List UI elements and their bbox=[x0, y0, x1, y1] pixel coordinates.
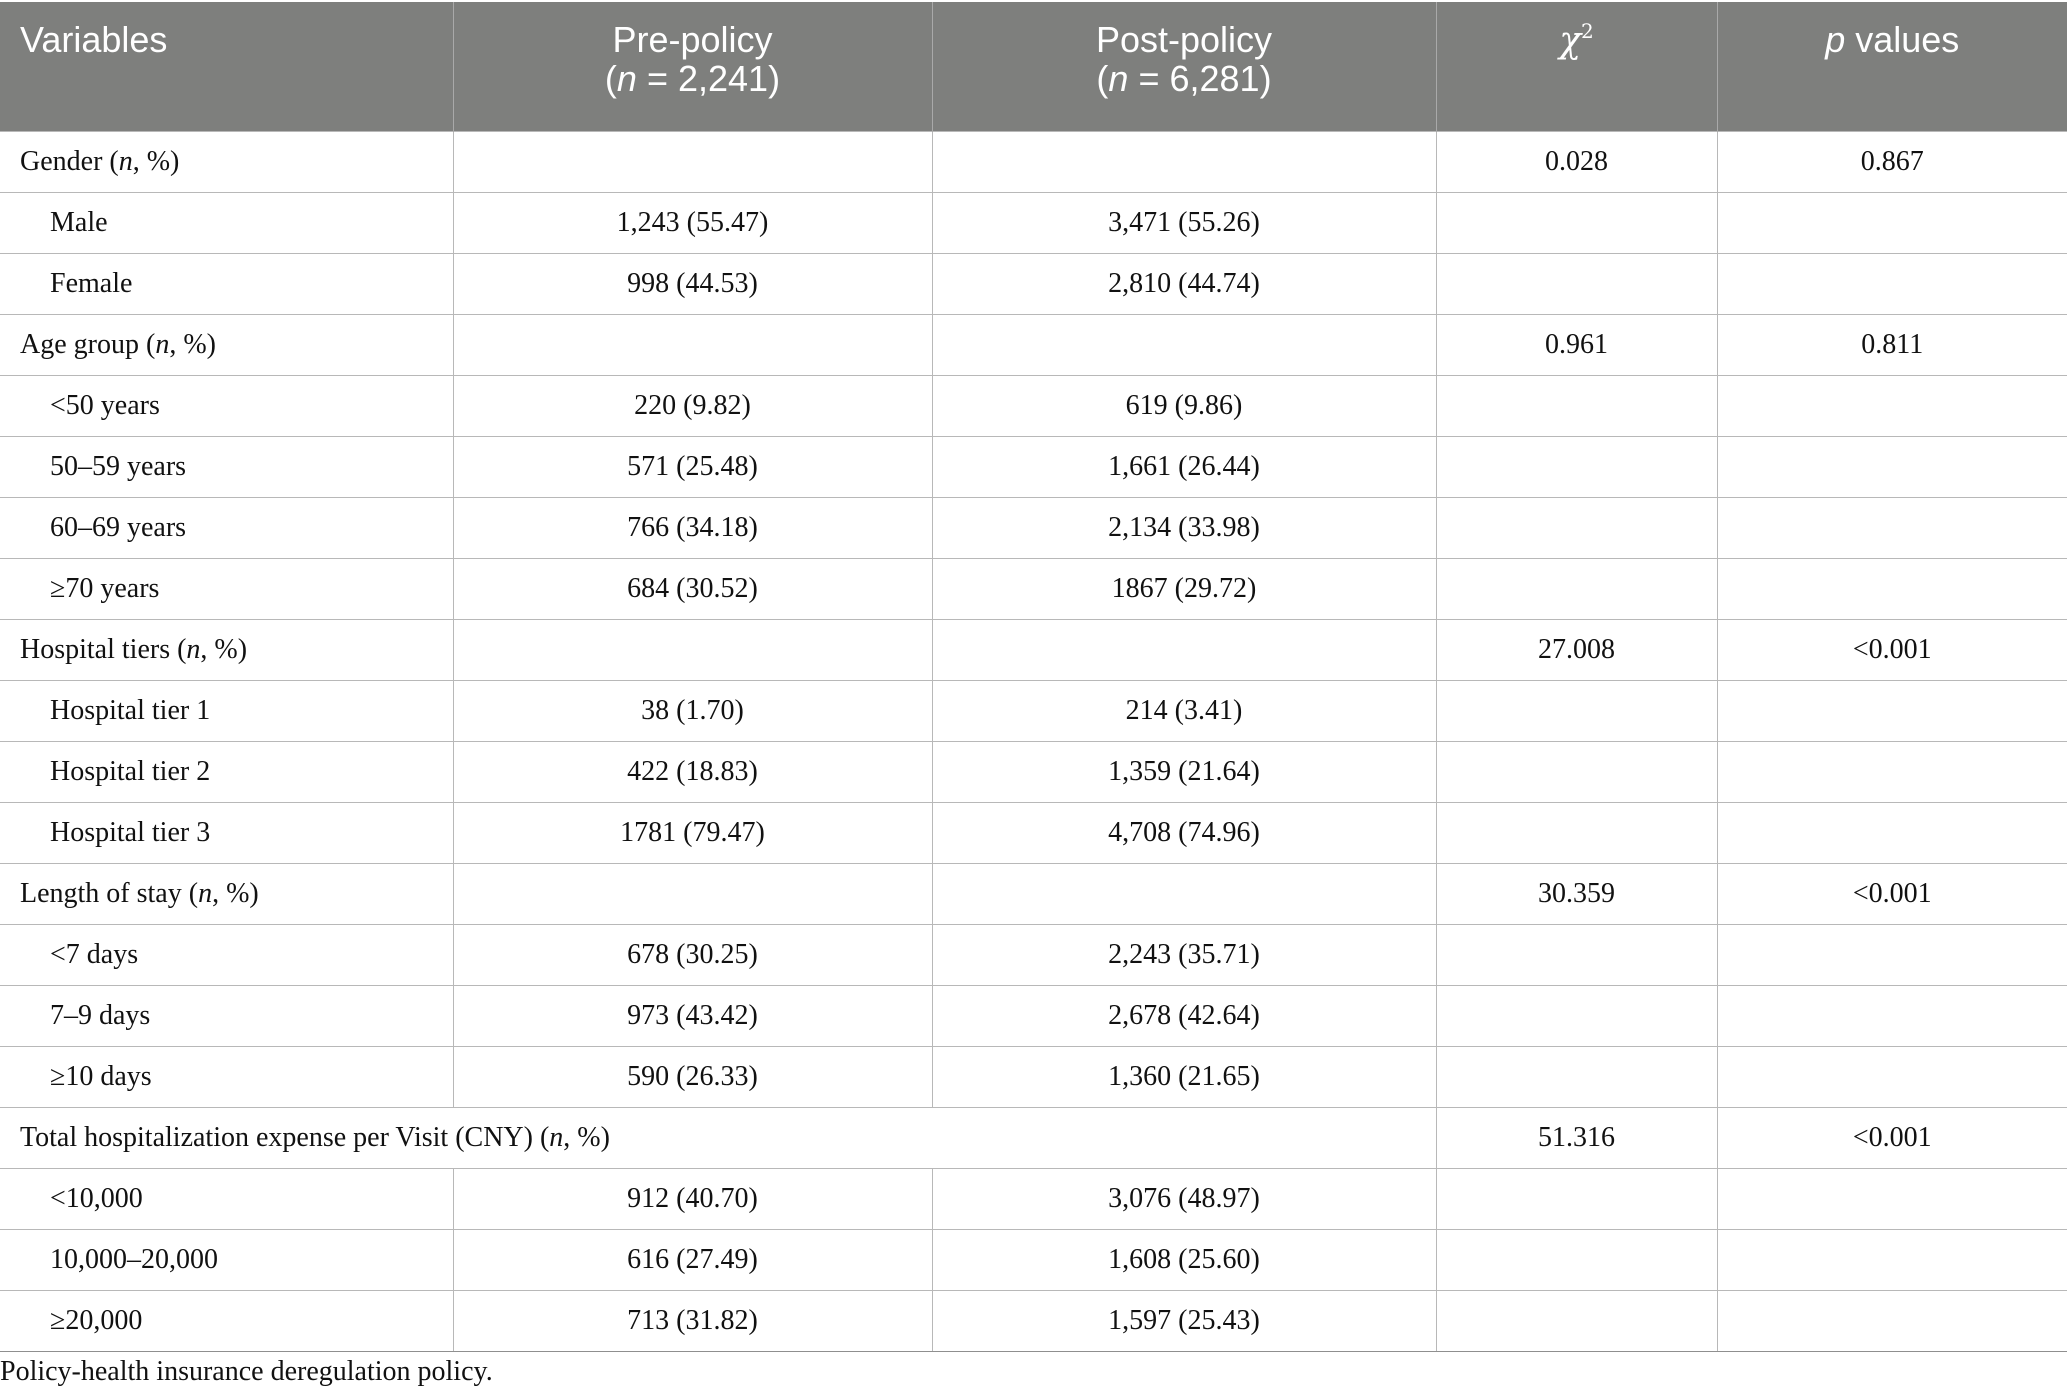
table-row bbox=[0, 742, 2067, 803]
row-label: Gender (n, %) bbox=[0, 132, 453, 193]
cell-pre-policy: 713 (31.82) bbox=[453, 1291, 932, 1352]
cell-p-value: <0.001 bbox=[1717, 1108, 2067, 1169]
cell-post-policy: 214 (3.41) bbox=[932, 681, 1436, 742]
cell-p-value bbox=[1717, 437, 2067, 498]
cell-p-value: <0.001 bbox=[1717, 620, 2067, 681]
cell-pre-policy bbox=[453, 132, 932, 193]
cell-chi-square bbox=[1436, 1291, 1717, 1352]
cell-post-policy bbox=[932, 620, 1436, 681]
table-row bbox=[0, 925, 2067, 986]
cell-pre-policy: 678 (30.25) bbox=[453, 925, 932, 986]
cell-chi-square bbox=[1436, 803, 1717, 864]
cell-post-policy: 2,134 (33.98) bbox=[932, 498, 1436, 559]
cell-chi-square bbox=[1436, 681, 1717, 742]
cell-post-policy: 2,810 (44.74) bbox=[932, 254, 1436, 315]
cell-chi-square: 0.961 bbox=[1436, 315, 1717, 376]
table-row bbox=[0, 864, 2067, 925]
table-row bbox=[0, 559, 2067, 620]
cell-post-policy: 1,360 (21.65) bbox=[932, 1047, 1436, 1108]
cell-post-policy: 1867 (29.72) bbox=[932, 559, 1436, 620]
cell-chi-square: 51.316 bbox=[1436, 1108, 1717, 1169]
cell-pre-policy bbox=[453, 864, 932, 925]
row-label: Hospital tier 3 bbox=[0, 803, 453, 864]
cell-chi-square bbox=[1436, 437, 1717, 498]
table-row bbox=[0, 376, 2067, 437]
row-label: Total hospitalization expense per Visit (CNY) (n, %) bbox=[0, 1108, 1436, 1169]
cell-chi-square bbox=[1436, 742, 1717, 803]
cell-p-value bbox=[1717, 1047, 2067, 1108]
cell-post-policy: 4,708 (74.96) bbox=[932, 803, 1436, 864]
row-label: Length of stay (n, %) bbox=[0, 864, 453, 925]
cell-pre-policy: 571 (25.48) bbox=[453, 437, 932, 498]
cell-post-policy: 3,471 (55.26) bbox=[932, 193, 1436, 254]
cell-p-value bbox=[1717, 1230, 2067, 1291]
cell-chi-square: 30.359 bbox=[1436, 864, 1717, 925]
cell-chi-square bbox=[1436, 1047, 1717, 1108]
cell-chi-square bbox=[1436, 498, 1717, 559]
cell-post-policy: 1,608 (25.60) bbox=[932, 1230, 1436, 1291]
cell-post-policy bbox=[932, 864, 1436, 925]
cell-post-policy: 1,661 (26.44) bbox=[932, 437, 1436, 498]
cell-pre-policy bbox=[453, 620, 932, 681]
row-label: ≥20,000 bbox=[0, 1291, 453, 1352]
cell-post-policy: 1,597 (25.43) bbox=[932, 1291, 1436, 1352]
cell-p-value bbox=[1717, 1291, 2067, 1352]
cell-chi-square bbox=[1436, 1169, 1717, 1230]
cell-p-value bbox=[1717, 742, 2067, 803]
table-body bbox=[0, 132, 2067, 1352]
cell-post-policy: 2,243 (35.71) bbox=[932, 925, 1436, 986]
cell-pre-policy: 998 (44.53) bbox=[453, 254, 932, 315]
cell-p-value bbox=[1717, 559, 2067, 620]
row-label: Hospital tier 2 bbox=[0, 742, 453, 803]
table-row bbox=[0, 193, 2067, 254]
table-row bbox=[0, 1230, 2067, 1291]
row-label: Male bbox=[0, 193, 453, 254]
cell-post-policy: 1,359 (21.64) bbox=[932, 742, 1436, 803]
cell-p-value bbox=[1717, 376, 2067, 437]
table-row bbox=[0, 1108, 2067, 1169]
demographics-table bbox=[0, 2, 2067, 1352]
cell-pre-policy: 1781 (79.47) bbox=[453, 803, 932, 864]
cell-post-policy bbox=[932, 315, 1436, 376]
table-row bbox=[0, 1169, 2067, 1230]
table-row bbox=[0, 315, 2067, 376]
row-label: Hospital tier 1 bbox=[0, 681, 453, 742]
cell-p-value bbox=[1717, 925, 2067, 986]
cell-chi-square bbox=[1436, 376, 1717, 437]
cell-post-policy: 619 (9.86) bbox=[932, 376, 1436, 437]
header-variables: Variables bbox=[0, 2, 453, 132]
table-row bbox=[0, 498, 2067, 559]
cell-pre-policy: 590 (26.33) bbox=[453, 1047, 932, 1108]
table-row bbox=[0, 437, 2067, 498]
cell-post-policy bbox=[932, 132, 1436, 193]
row-label: ≥70 years bbox=[0, 559, 453, 620]
table-row bbox=[0, 681, 2067, 742]
cell-p-value: 0.867 bbox=[1717, 132, 2067, 193]
cell-pre-policy: 616 (27.49) bbox=[453, 1230, 932, 1291]
cell-p-value bbox=[1717, 681, 2067, 742]
cell-pre-policy: 766 (34.18) bbox=[453, 498, 932, 559]
demographics-table-container bbox=[0, 2, 2067, 1352]
cell-p-value bbox=[1717, 803, 2067, 864]
cell-p-value bbox=[1717, 1169, 2067, 1230]
cell-p-value: <0.001 bbox=[1717, 864, 2067, 925]
cell-chi-square: 27.008 bbox=[1436, 620, 1717, 681]
cell-pre-policy: 1,243 (55.47) bbox=[453, 193, 932, 254]
row-label: ≥10 days bbox=[0, 1047, 453, 1108]
cell-chi-square bbox=[1436, 254, 1717, 315]
table-header bbox=[0, 2, 2067, 132]
cell-chi-square bbox=[1436, 986, 1717, 1047]
header-chi-square: $\chi^2$ bbox=[1436, 2, 1717, 132]
cell-p-value bbox=[1717, 498, 2067, 559]
table-row bbox=[0, 132, 2067, 193]
cell-chi-square bbox=[1436, 559, 1717, 620]
row-label: 10,000–20,000 bbox=[0, 1230, 453, 1291]
cell-chi-square bbox=[1436, 193, 1717, 254]
row-label: 50–59 years bbox=[0, 437, 453, 498]
cell-p-value bbox=[1717, 193, 2067, 254]
cell-post-policy: 2,678 (42.64) bbox=[932, 986, 1436, 1047]
cell-chi-square bbox=[1436, 1230, 1717, 1291]
table-row bbox=[0, 803, 2067, 864]
row-label: 7–9 days bbox=[0, 986, 453, 1047]
row-label: Age group (n, %) bbox=[0, 315, 453, 376]
cell-chi-square: 0.028 bbox=[1436, 132, 1717, 193]
cell-chi-square bbox=[1436, 925, 1717, 986]
cell-p-value bbox=[1717, 986, 2067, 1047]
header-post-policy: Post-policy (n = 6,281) bbox=[932, 2, 1436, 132]
header-p-values: p values bbox=[1717, 2, 2067, 132]
row-label: 60–69 years bbox=[0, 498, 453, 559]
cell-p-value bbox=[1717, 254, 2067, 315]
cell-pre-policy bbox=[453, 315, 932, 376]
cell-pre-policy: 912 (40.70) bbox=[453, 1169, 932, 1230]
table-row bbox=[0, 620, 2067, 681]
row-label: <7 days bbox=[0, 925, 453, 986]
cell-pre-policy: 422 (18.83) bbox=[453, 742, 932, 803]
table-row bbox=[0, 1047, 2067, 1108]
header-pre-policy: Pre-policy (n = 2,241) bbox=[453, 2, 932, 132]
row-label: <50 years bbox=[0, 376, 453, 437]
cell-pre-policy: 38 (1.70) bbox=[453, 681, 932, 742]
table-footnote: Policy-health insurance deregulation policy. bbox=[0, 1356, 493, 1387]
cell-pre-policy: 220 (9.82) bbox=[453, 376, 932, 437]
row-label: <10,000 bbox=[0, 1169, 453, 1230]
cell-p-value: 0.811 bbox=[1717, 315, 2067, 376]
row-label: Female bbox=[0, 254, 453, 315]
table-row bbox=[0, 1291, 2067, 1352]
row-label: Hospital tiers (n, %) bbox=[0, 620, 453, 681]
cell-pre-policy: 684 (30.52) bbox=[453, 559, 932, 620]
cell-pre-policy: 973 (43.42) bbox=[453, 986, 932, 1047]
cell-post-policy: 3,076 (48.97) bbox=[932, 1169, 1436, 1230]
table-row bbox=[0, 254, 2067, 315]
table-row bbox=[0, 986, 2067, 1047]
